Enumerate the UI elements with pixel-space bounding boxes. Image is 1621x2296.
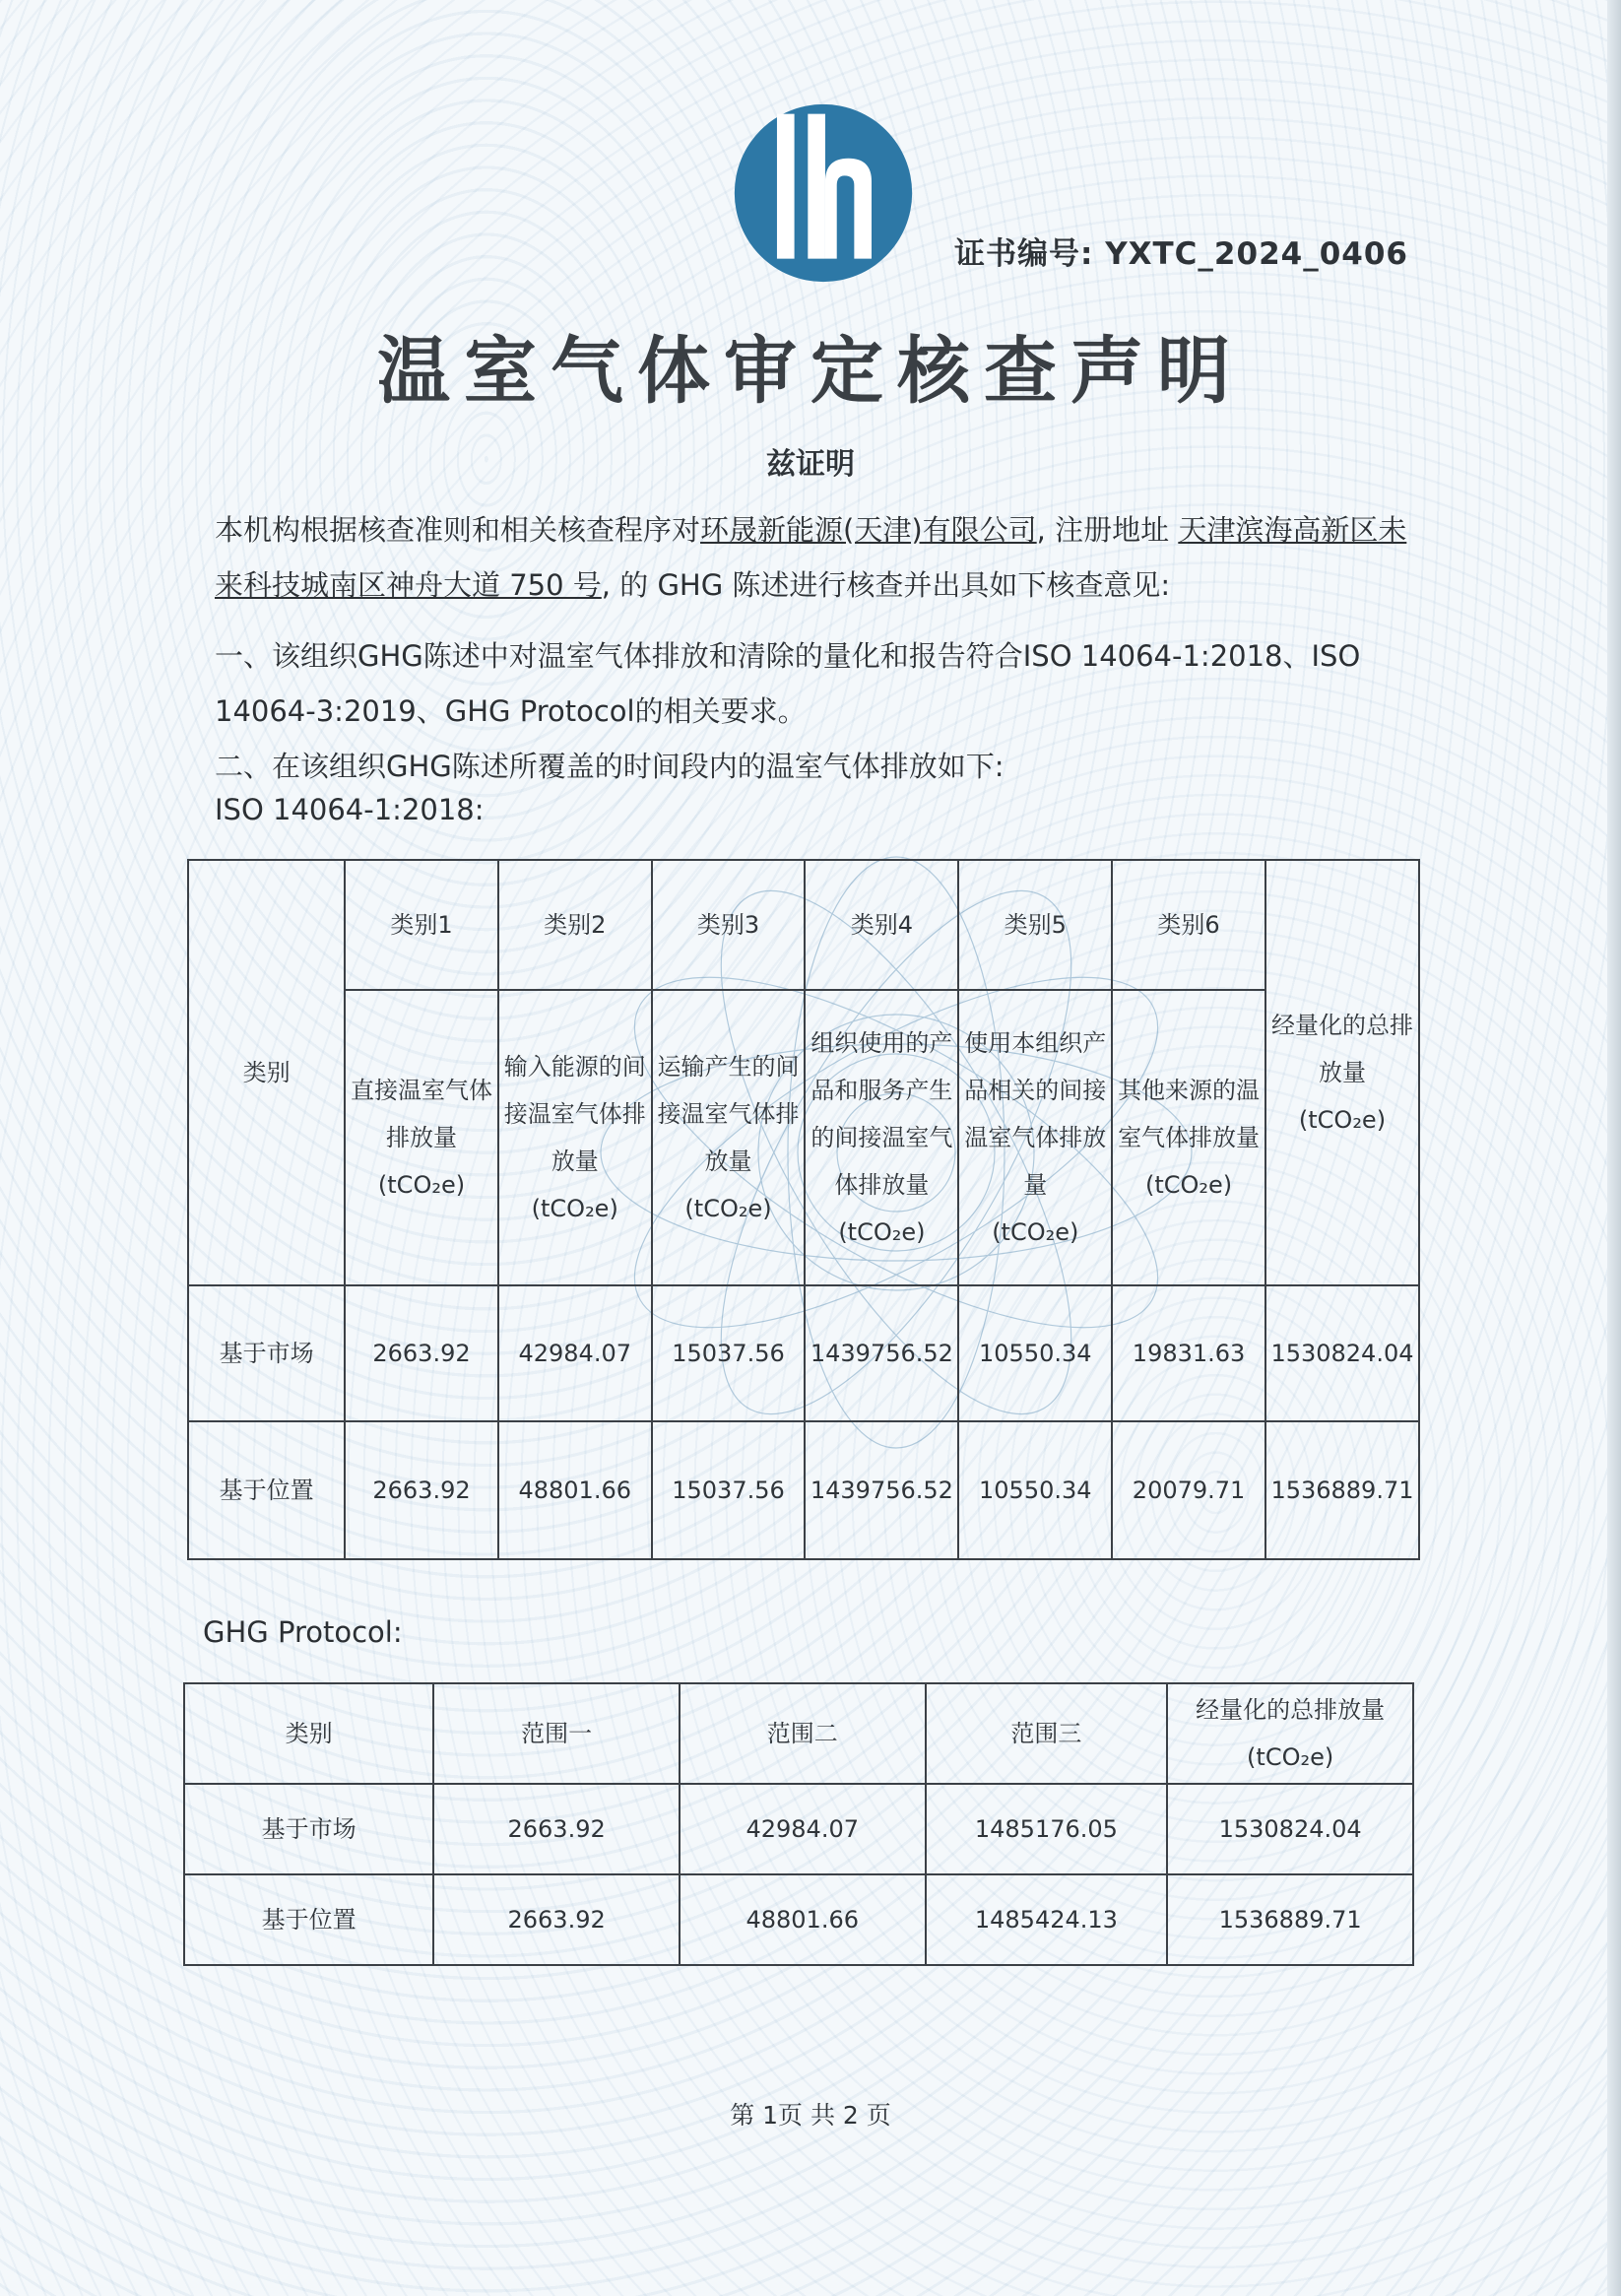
paragraph-conformity: 一、该组织GHG陈述中对温室气体排放和清除的量化和报告符合ISO 14064-1:2018、ISO 14064-3:2019、GHG Protocol的相关要求。 — [215, 639, 1361, 728]
ghg-protocol-table — [183, 1682, 1414, 1966]
table-cell: 2663.92 — [433, 1874, 680, 1965]
table-cell: 48801.66 — [498, 1421, 652, 1559]
table1-description — [805, 990, 958, 1285]
table1-category: 类别6 — [1112, 860, 1265, 990]
company-name: 环晟新能源(天津)有限公司 — [700, 513, 1037, 547]
table1-total-header — [1265, 860, 1419, 1285]
table1-description — [498, 990, 652, 1285]
table-row — [184, 1784, 1413, 1874]
table-row — [184, 1874, 1413, 1965]
description-text: 使用本组织产品相关的间接温室气体排放量 — [964, 1029, 1107, 1199]
table-cell: 2663.92 — [433, 1784, 680, 1874]
table1-description — [652, 990, 806, 1285]
table-cell: 1485424.13 — [926, 1874, 1168, 1965]
page-footer: 第 1页 共 2 页 — [730, 2101, 891, 2130]
table-cell: 20079.71 — [1112, 1421, 1265, 1559]
table2-label: GHG Protocol: — [203, 1615, 403, 1649]
description-text: 输入能源的间接温室气体排放量 — [503, 1053, 646, 1175]
intro-pre: 本机构根据核查准则和相关核查程序对 — [215, 513, 701, 547]
table-row — [188, 1285, 1419, 1421]
row-label: 基于市场 — [188, 1285, 345, 1421]
table-row — [184, 1683, 1413, 1784]
table1-label: ISO 14064-1:2018: — [215, 793, 485, 826]
table2-header: 范围二 — [680, 1683, 926, 1784]
registered-address: 天津滨海高新区未来科技城南区神舟大道 750 号 — [215, 513, 1407, 602]
table-row — [188, 860, 1419, 990]
intro-post: , 的 GHG 陈述进行核查并出具如下核查意见: — [601, 568, 1171, 602]
table-cell: 19831.63 — [1112, 1285, 1265, 1421]
page-title: 温室气体审定核查声明 — [377, 329, 1244, 414]
table-cell: 1439756.52 — [805, 1421, 958, 1559]
table1-description — [1112, 990, 1265, 1285]
table-cell: 1485176.05 — [926, 1784, 1168, 1874]
certificate-number-label: 证书编号: — [953, 236, 1094, 272]
table-row — [188, 990, 1419, 1285]
table1-description — [345, 990, 498, 1285]
paragraph-intro — [215, 502, 1408, 613]
table-cell: 1536889.71 — [1265, 1421, 1419, 1559]
table2-header: 类别 — [184, 1683, 433, 1784]
table1-category: 类别2 — [498, 860, 652, 990]
page-subtitle: 兹证明 — [766, 447, 855, 482]
table-cell: 15037.56 — [652, 1285, 806, 1421]
table-row — [188, 1421, 1419, 1559]
description-text: 组织使用的产品和服务产生的间接温室气体排放量 — [810, 1029, 953, 1199]
table2-total-header — [1167, 1683, 1413, 1784]
table1-category: 类别3 — [652, 860, 806, 990]
table1-row-header: 类别 — [188, 860, 345, 1285]
table-cell: 15037.56 — [652, 1421, 806, 1559]
row-label: 基于位置 — [188, 1421, 345, 1559]
certificate-number-value: YXTC_2024_0406 — [1105, 236, 1408, 272]
description-text: 运输产生的间接温室气体排放量 — [657, 1053, 800, 1175]
table-cell: 1536889.71 — [1167, 1874, 1413, 1965]
total-header-text: 经量化的总排放量 — [1270, 1012, 1413, 1086]
unit-label: (tCO₂e) — [838, 1218, 926, 1246]
row-label: 基于位置 — [184, 1874, 433, 1965]
table1-description — [958, 990, 1112, 1285]
table-cell: 48801.66 — [680, 1874, 926, 1965]
certificate-number — [954, 229, 1408, 273]
scan-edge — [1607, 0, 1621, 2296]
unit-label: (tCO₂e) — [377, 1171, 466, 1199]
description-text: 其他来源的温室气体排放量 — [1118, 1077, 1261, 1151]
paragraph-emissions: 二、在该组织GHG陈述所覆盖的时间段内的温室气体排放如下: — [215, 750, 1005, 783]
table-cell: 2663.92 — [345, 1285, 498, 1421]
row-label: 基于市场 — [184, 1784, 433, 1874]
table-cell: 2663.92 — [345, 1421, 498, 1559]
table-cell: 10550.34 — [958, 1285, 1112, 1421]
unit-label: (tCO₂e) — [1144, 1171, 1233, 1199]
table2-header: 范围一 — [433, 1683, 680, 1784]
description-text: 直接温室气体排放量 — [351, 1077, 492, 1151]
intro-mid: , 注册地址 — [1036, 513, 1170, 547]
iso-emissions-table — [187, 859, 1420, 1560]
table1-category: 类别5 — [958, 860, 1112, 990]
table-cell: 1530824.04 — [1265, 1285, 1419, 1421]
table-cell: 1530824.04 — [1167, 1784, 1413, 1874]
unit-label: (tCO₂e) — [1247, 1743, 1334, 1771]
table2-header: 范围三 — [926, 1683, 1168, 1784]
table-cell: 42984.07 — [498, 1285, 652, 1421]
unit-label: (tCO₂e) — [1298, 1106, 1387, 1134]
table-cell: 42984.07 — [680, 1784, 926, 1874]
unit-label: (tCO₂e) — [684, 1195, 772, 1222]
table-cell: 1439756.52 — [805, 1285, 958, 1421]
table1-category: 类别4 — [805, 860, 958, 990]
table-cell: 10550.34 — [958, 1421, 1112, 1559]
table1-category: 类别1 — [345, 860, 498, 990]
total-header-text: 经量化的总排放量 — [1196, 1696, 1386, 1724]
logo — [727, 97, 920, 290]
unit-label: (tCO₂e) — [531, 1195, 618, 1222]
unit-label: (tCO₂e) — [992, 1218, 1079, 1246]
